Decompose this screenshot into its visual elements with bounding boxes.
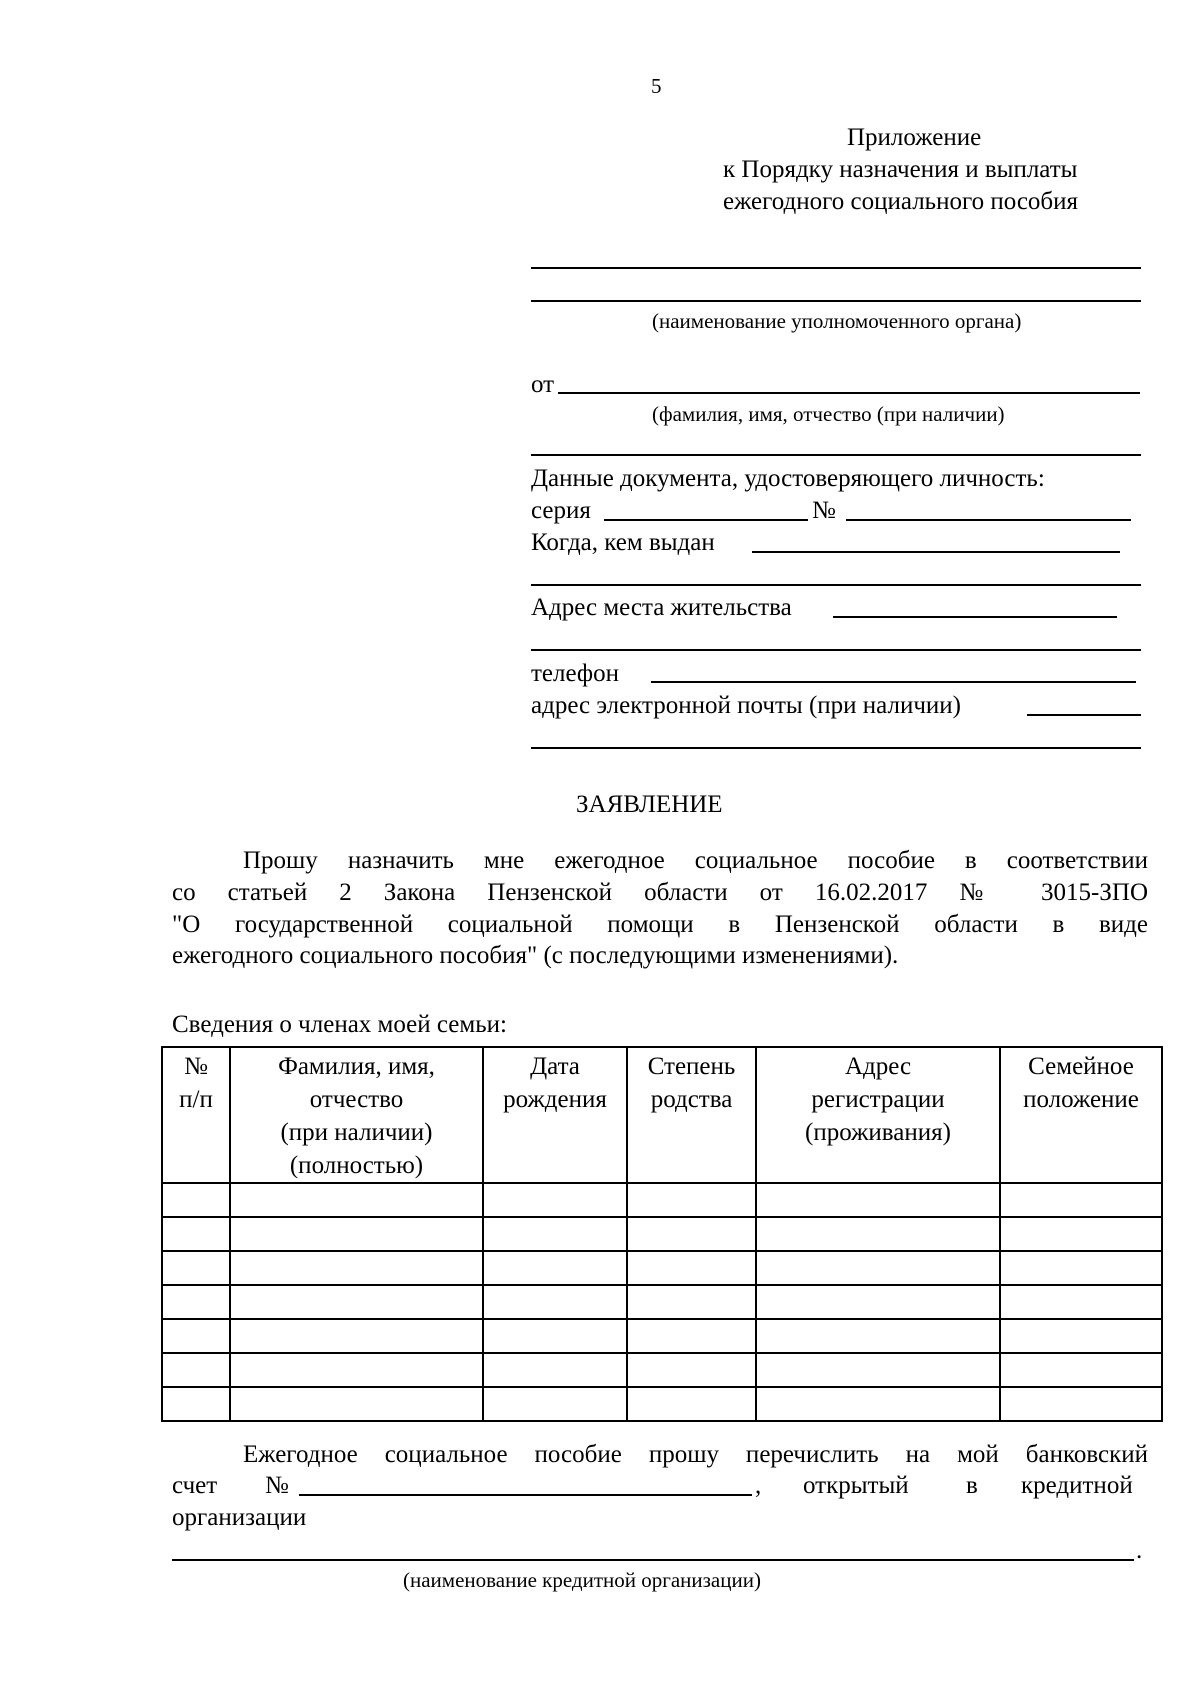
email-field-2[interactable] bbox=[531, 747, 1141, 749]
bank-caption: (наименование кредитной организации) bbox=[403, 1568, 761, 1592]
table-cell[interactable] bbox=[483, 1183, 627, 1217]
id-doc-label: Данные документа, удостоверяющего личность: bbox=[531, 465, 1045, 492]
opened-word: открытый bbox=[803, 1472, 909, 1499]
family-heading: Сведения о членах моей семьи: bbox=[172, 1011, 507, 1038]
table-cell[interactable] bbox=[756, 1183, 1000, 1217]
table-cell[interactable] bbox=[162, 1319, 230, 1353]
email-field[interactable] bbox=[1027, 714, 1141, 716]
table-cell[interactable] bbox=[756, 1387, 1000, 1421]
address-field[interactable] bbox=[833, 616, 1117, 618]
account-comma: , bbox=[755, 1472, 762, 1499]
table-cell[interactable] bbox=[162, 1387, 230, 1421]
table-row bbox=[162, 1353, 1162, 1387]
col-header-line: Адрес bbox=[844, 1053, 912, 1080]
table-cell[interactable] bbox=[230, 1217, 483, 1251]
table-cell[interactable] bbox=[756, 1217, 1000, 1251]
statement-line-2: со статьей 2 Закона Пензенской области от 16.02.2017 № 3015-ЗПО bbox=[172, 879, 1148, 906]
table-row bbox=[162, 1217, 1162, 1251]
table-cell[interactable] bbox=[483, 1319, 627, 1353]
table-cell[interactable] bbox=[230, 1285, 483, 1319]
table-cell[interactable] bbox=[483, 1251, 627, 1285]
col-number-header bbox=[162, 1047, 230, 1183]
appendix-line-3: ежегодного социального пособия bbox=[723, 188, 1079, 215]
col-header-line: (полностью) bbox=[289, 1152, 424, 1179]
col-name-header bbox=[230, 1047, 483, 1183]
col-header-line: (при наличии) bbox=[280, 1119, 433, 1146]
fio-caption: (фамилия, имя, отчество (при наличии) bbox=[652, 402, 1005, 426]
col-marital-header bbox=[1000, 1047, 1162, 1183]
col-header-line: Семейное bbox=[1028, 1053, 1134, 1080]
table-cell[interactable] bbox=[627, 1183, 756, 1217]
col-header-line: п/п bbox=[179, 1086, 213, 1113]
appendix-line-2: к Порядку назначения и выплаты bbox=[723, 156, 1078, 183]
phone-label: телефон bbox=[531, 660, 619, 687]
table-cell[interactable] bbox=[1000, 1251, 1162, 1285]
issued-label: Когда, кем выдан bbox=[531, 529, 715, 556]
statement-line-1: Прошу назначить мне ежегодное социальное пособие в соответствии bbox=[243, 847, 1148, 874]
table-cell[interactable] bbox=[1000, 1285, 1162, 1319]
table-cell[interactable] bbox=[1000, 1183, 1162, 1217]
statement-line-4: ежегодного социального пособия" (с последующими изменениями). bbox=[172, 942, 899, 969]
col-relation-header bbox=[627, 1047, 756, 1183]
table-cell[interactable] bbox=[230, 1353, 483, 1387]
table-row bbox=[162, 1319, 1162, 1353]
series-label: серия bbox=[531, 497, 591, 524]
address-field-2[interactable] bbox=[531, 649, 1141, 651]
table-cell[interactable] bbox=[483, 1285, 627, 1319]
in-word: в bbox=[966, 1472, 978, 1499]
bank-line-1: Ежегодное социальное пособие прошу перечислить на мой банковский bbox=[243, 1441, 1148, 1468]
table-cell[interactable] bbox=[1000, 1387, 1162, 1421]
authority-caption: (наименование уполномоченного органа) bbox=[652, 309, 1022, 333]
account-word: счет bbox=[172, 1472, 218, 1499]
table-cell[interactable] bbox=[230, 1387, 483, 1421]
col-header-line: № bbox=[184, 1053, 208, 1080]
credit-word: кредитной bbox=[1021, 1472, 1133, 1499]
table-cell[interactable] bbox=[756, 1353, 1000, 1387]
bank-name-field[interactable] bbox=[172, 1559, 1134, 1561]
appendix-title: Приложение bbox=[847, 124, 982, 151]
table-row bbox=[162, 1387, 1162, 1421]
statement-line-3: "О государственной социальной помощи в Пензенской области в виде bbox=[172, 911, 1148, 938]
table-cell[interactable] bbox=[162, 1183, 230, 1217]
table-cell[interactable] bbox=[1000, 1319, 1162, 1353]
page-number: 5 bbox=[651, 74, 662, 98]
from-label: от bbox=[531, 371, 555, 398]
table-cell[interactable] bbox=[483, 1217, 627, 1251]
col-header-line: (проживания) bbox=[805, 1119, 951, 1146]
table-cell[interactable] bbox=[162, 1353, 230, 1387]
table-row bbox=[162, 1251, 1162, 1285]
bank-period: . bbox=[1136, 1537, 1143, 1564]
document-title: ЗАЯВЛЕНИЕ bbox=[576, 791, 723, 818]
col-header-line: родства bbox=[650, 1086, 733, 1113]
table-cell[interactable] bbox=[627, 1353, 756, 1387]
number-label: № bbox=[812, 497, 836, 524]
table-cell[interactable] bbox=[1000, 1353, 1162, 1387]
table-cell[interactable] bbox=[162, 1285, 230, 1319]
table-cell[interactable] bbox=[627, 1251, 756, 1285]
table-cell[interactable] bbox=[627, 1217, 756, 1251]
col-header-line: Дата bbox=[530, 1053, 580, 1080]
number-field[interactable] bbox=[846, 519, 1131, 521]
table-cell[interactable] bbox=[230, 1319, 483, 1353]
table-cell[interactable] bbox=[756, 1319, 1000, 1353]
email-label: адрес электронной почты (при наличии) bbox=[531, 692, 961, 719]
table-header-row bbox=[162, 1047, 1162, 1183]
table-cell[interactable] bbox=[627, 1387, 756, 1421]
organization-word: организации bbox=[172, 1504, 307, 1531]
table-cell[interactable] bbox=[627, 1285, 756, 1319]
authority-line-2[interactable] bbox=[531, 300, 1141, 302]
account-number-field[interactable] bbox=[299, 1494, 752, 1496]
table-cell[interactable] bbox=[756, 1285, 1000, 1319]
col-header-line: Степень bbox=[647, 1053, 736, 1080]
phone-field[interactable] bbox=[651, 681, 1136, 683]
table-cell[interactable] bbox=[162, 1217, 230, 1251]
table-row bbox=[162, 1183, 1162, 1217]
col-birthdate-header bbox=[483, 1047, 627, 1183]
address-label: Адрес места жительства bbox=[531, 594, 792, 621]
fio-line-2[interactable] bbox=[531, 454, 1141, 456]
table-cell[interactable] bbox=[483, 1353, 627, 1387]
family-table bbox=[161, 1046, 1163, 1422]
issued-field[interactable] bbox=[752, 551, 1120, 553]
issued-field-2[interactable] bbox=[531, 584, 1141, 586]
table-cell[interactable] bbox=[230, 1251, 483, 1285]
table-cell[interactable] bbox=[230, 1183, 483, 1217]
col-header-line: регистрации bbox=[811, 1086, 945, 1113]
table-cell[interactable] bbox=[627, 1319, 756, 1353]
col-header-line: положение bbox=[1023, 1086, 1139, 1113]
table-row bbox=[162, 1285, 1162, 1319]
account-number-sign: № bbox=[265, 1472, 289, 1499]
table-cell[interactable] bbox=[1000, 1217, 1162, 1251]
table-cell[interactable] bbox=[483, 1387, 627, 1421]
authority-line-1[interactable] bbox=[531, 267, 1141, 269]
col-header-line: рождения bbox=[503, 1086, 607, 1113]
fio-line[interactable] bbox=[558, 392, 1140, 394]
series-field[interactable] bbox=[604, 519, 808, 521]
col-header-line: Фамилия, имя, bbox=[278, 1053, 435, 1080]
col-header-line: отчество bbox=[309, 1086, 404, 1113]
col-address-header bbox=[756, 1047, 1000, 1183]
table-cell[interactable] bbox=[756, 1251, 1000, 1285]
table-cell[interactable] bbox=[162, 1251, 230, 1285]
